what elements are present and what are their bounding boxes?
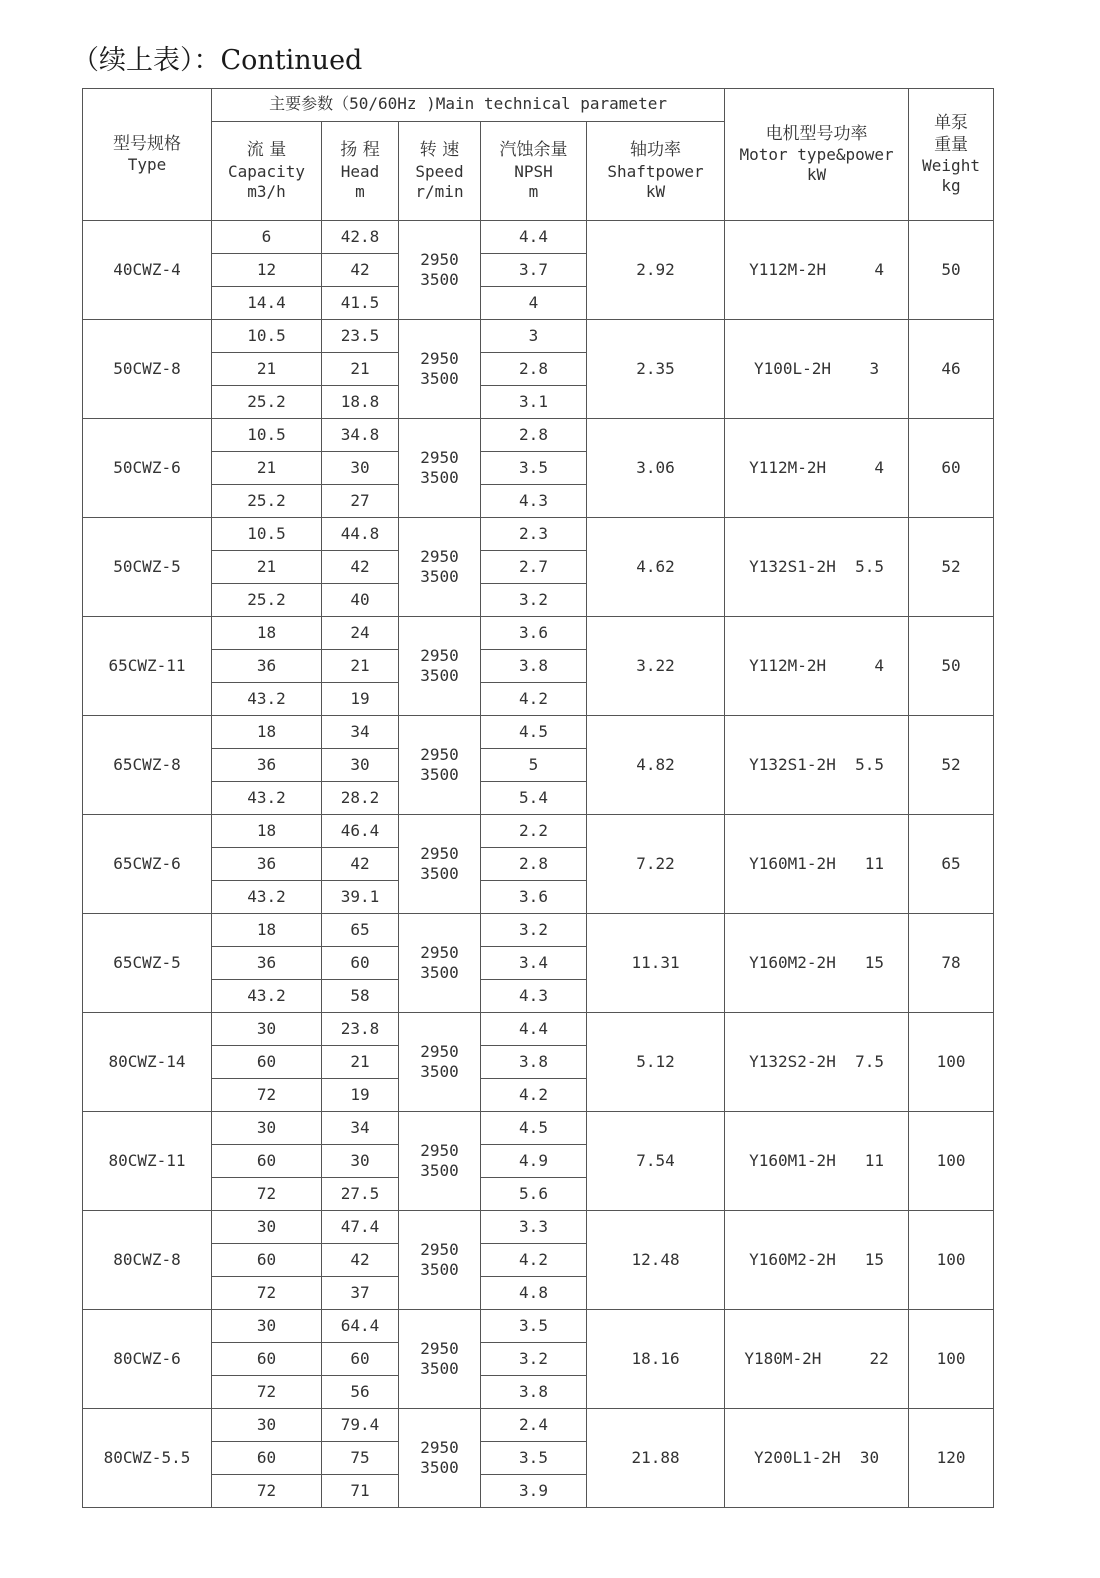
head-cell: 21 — [322, 1046, 399, 1079]
header-head: 扬 程 Head m — [322, 122, 399, 221]
capacity-cell: 30 — [212, 1310, 322, 1343]
speed-cell — [399, 221, 481, 320]
npsh-cell: 3 — [481, 320, 587, 353]
speed-value-60hz: 3500 — [420, 468, 459, 487]
motor-cell: Y132S1-2H 5.5 — [725, 518, 909, 617]
capacity-cell: 72 — [212, 1277, 322, 1310]
npsh-cell: 4.4 — [481, 221, 587, 254]
table-row — [83, 320, 994, 353]
model-type: 40CWZ-4 — [83, 221, 212, 320]
head-cell: 42 — [322, 1244, 399, 1277]
speed-value-50hz: 2950 — [420, 943, 459, 962]
model-type: 65CWZ-8 — [83, 716, 212, 815]
motor-cell: Y112M-2H 4 — [725, 617, 909, 716]
npsh-cell: 3.7 — [481, 254, 587, 287]
capacity-cell: 60 — [212, 1343, 322, 1376]
npsh-cell: 4.9 — [481, 1145, 587, 1178]
head-cell: 24 — [322, 617, 399, 650]
head-cell: 30 — [322, 1145, 399, 1178]
capacity-cell: 43.2 — [212, 980, 322, 1013]
head-cell: 56 — [322, 1376, 399, 1409]
motor-cell: Y100L-2H 3 — [725, 320, 909, 419]
npsh-cell: 2.7 — [481, 551, 587, 584]
capacity-cell: 60 — [212, 1046, 322, 1079]
npsh-cell: 3.2 — [481, 584, 587, 617]
speed-value-60hz: 3500 — [420, 1359, 459, 1378]
head-cell: 23.8 — [322, 1013, 399, 1046]
capacity-cell: 6 — [212, 221, 322, 254]
head-cell: 42 — [322, 551, 399, 584]
shaftpower-cell: 4.82 — [587, 716, 725, 815]
speed-value-50hz: 2950 — [420, 844, 459, 863]
weight-cell: 50 — [909, 617, 994, 716]
model-type: 80CWZ-5.5 — [83, 1409, 212, 1508]
capacity-cell: 36 — [212, 848, 322, 881]
head-cell: 18.8 — [322, 386, 399, 419]
npsh-cell: 3.2 — [481, 1343, 587, 1376]
capacity-cell: 72 — [212, 1079, 322, 1112]
model-type: 80CWZ-14 — [83, 1013, 212, 1112]
speed-value-60hz: 3500 — [420, 765, 459, 784]
model-type: 80CWZ-11 — [83, 1112, 212, 1211]
capacity-cell: 60 — [212, 1442, 322, 1475]
motor-cell: Y200L1-2H 30 — [725, 1409, 909, 1508]
speed-value-60hz: 3500 — [420, 1458, 459, 1477]
capacity-cell: 18 — [212, 617, 322, 650]
speed-cell — [399, 914, 481, 1013]
capacity-cell: 18 — [212, 716, 322, 749]
npsh-cell: 4.3 — [481, 980, 587, 1013]
capacity-cell: 30 — [212, 1112, 322, 1145]
table-row — [83, 1211, 994, 1244]
table-row — [83, 716, 994, 749]
head-cell: 19 — [322, 683, 399, 716]
capacity-cell: 36 — [212, 947, 322, 980]
npsh-cell: 2.8 — [481, 848, 587, 881]
speed-value-50hz: 2950 — [420, 745, 459, 764]
npsh-cell: 2.8 — [481, 419, 587, 452]
head-cell: 23.5 — [322, 320, 399, 353]
head-cell: 34 — [322, 716, 399, 749]
motor-cell: Y132S2-2H 7.5 — [725, 1013, 909, 1112]
head-cell: 58 — [322, 980, 399, 1013]
capacity-cell: 21 — [212, 353, 322, 386]
npsh-cell: 5.6 — [481, 1178, 587, 1211]
shaftpower-cell: 18.16 — [587, 1310, 725, 1409]
head-cell: 60 — [322, 947, 399, 980]
npsh-cell: 4.8 — [481, 1277, 587, 1310]
head-cell: 34 — [322, 1112, 399, 1145]
head-cell: 19 — [322, 1079, 399, 1112]
capacity-cell: 21 — [212, 452, 322, 485]
weight-cell: 50 — [909, 221, 994, 320]
head-cell: 30 — [322, 452, 399, 485]
npsh-cell: 5 — [481, 749, 587, 782]
header-main-param: 主要参数（50/60Hz )Main technical parameter — [212, 89, 725, 122]
table-row — [83, 1013, 994, 1046]
capacity-cell: 43.2 — [212, 782, 322, 815]
speed-cell — [399, 617, 481, 716]
capacity-cell: 18 — [212, 815, 322, 848]
motor-cell: Y160M1-2H 11 — [725, 1112, 909, 1211]
head-cell: 75 — [322, 1442, 399, 1475]
npsh-cell: 2.8 — [481, 353, 587, 386]
capacity-cell: 36 — [212, 650, 322, 683]
capacity-cell: 72 — [212, 1178, 322, 1211]
speed-cell — [399, 1013, 481, 1112]
capacity-cell: 43.2 — [212, 683, 322, 716]
shaftpower-cell: 2.35 — [587, 320, 725, 419]
npsh-cell: 4.5 — [481, 716, 587, 749]
speed-cell — [399, 320, 481, 419]
weight-cell: 46 — [909, 320, 994, 419]
speed-cell — [399, 518, 481, 617]
head-cell: 27.5 — [322, 1178, 399, 1211]
table-row — [83, 815, 994, 848]
npsh-cell: 2.3 — [481, 518, 587, 551]
speed-cell — [399, 716, 481, 815]
speed-cell — [399, 1112, 481, 1211]
motor-cell: Y160M1-2H 11 — [725, 815, 909, 914]
motor-cell: Y112M-2H 4 — [725, 221, 909, 320]
speed-cell — [399, 419, 481, 518]
npsh-cell: 3.8 — [481, 1046, 587, 1079]
motor-cell: Y132S1-2H 5.5 — [725, 716, 909, 815]
capacity-cell: 10.5 — [212, 320, 322, 353]
header-weight: 单泵 重量 Weight kg — [909, 89, 994, 221]
model-type: 65CWZ-5 — [83, 914, 212, 1013]
head-cell: 64.4 — [322, 1310, 399, 1343]
head-cell: 47.4 — [322, 1211, 399, 1244]
motor-cell: Y112M-2H 4 — [725, 419, 909, 518]
speed-value-50hz: 2950 — [420, 547, 459, 566]
head-cell: 44.8 — [322, 518, 399, 551]
capacity-cell: 10.5 — [212, 518, 322, 551]
speed-cell — [399, 815, 481, 914]
header-shaftpower: 轴功率 Shaftpower kW — [587, 122, 725, 221]
capacity-cell: 36 — [212, 749, 322, 782]
npsh-cell: 3.5 — [481, 1442, 587, 1475]
weight-cell: 60 — [909, 419, 994, 518]
npsh-cell: 3.6 — [481, 617, 587, 650]
motor-cell: Y160M2-2H 15 — [725, 914, 909, 1013]
table-row — [83, 518, 994, 551]
capacity-cell: 72 — [212, 1475, 322, 1508]
speed-value-60hz: 3500 — [420, 864, 459, 883]
npsh-cell: 4.3 — [481, 485, 587, 518]
head-cell: 30 — [322, 749, 399, 782]
speed-value-60hz: 3500 — [420, 1260, 459, 1279]
pump-spec-table — [82, 88, 994, 1508]
speed-value-50hz: 2950 — [420, 1042, 459, 1061]
speed-value-60hz: 3500 — [420, 369, 459, 388]
shaftpower-cell: 4.62 — [587, 518, 725, 617]
model-type: 50CWZ-6 — [83, 419, 212, 518]
speed-value-50hz: 2950 — [420, 448, 459, 467]
capacity-cell: 72 — [212, 1376, 322, 1409]
head-cell: 34.8 — [322, 419, 399, 452]
npsh-cell: 4.2 — [481, 1079, 587, 1112]
speed-value-50hz: 2950 — [420, 250, 459, 269]
speed-value-60hz: 3500 — [420, 1161, 459, 1180]
page-title: （续上表）：Continued — [72, 45, 363, 76]
npsh-cell: 3.8 — [481, 1376, 587, 1409]
head-cell: 46.4 — [322, 815, 399, 848]
head-cell: 21 — [322, 650, 399, 683]
table-row — [83, 914, 994, 947]
shaftpower-cell: 7.22 — [587, 815, 725, 914]
shaftpower-cell: 3.06 — [587, 419, 725, 518]
capacity-cell: 18 — [212, 914, 322, 947]
motor-cell: Y160M2-2H 15 — [725, 1211, 909, 1310]
head-cell: 65 — [322, 914, 399, 947]
header-type: 型号规格 Type — [83, 89, 212, 221]
npsh-cell: 3.5 — [481, 1310, 587, 1343]
speed-value-50hz: 2950 — [420, 1438, 459, 1457]
model-type: 80CWZ-6 — [83, 1310, 212, 1409]
shaftpower-cell: 3.22 — [587, 617, 725, 716]
head-cell: 40 — [322, 584, 399, 617]
head-cell: 41.5 — [322, 287, 399, 320]
head-cell: 21 — [322, 353, 399, 386]
shaftpower-cell: 7.54 — [587, 1112, 725, 1211]
speed-value-60hz: 3500 — [420, 567, 459, 586]
npsh-cell: 4.2 — [481, 683, 587, 716]
npsh-cell: 2.4 — [481, 1409, 587, 1442]
npsh-cell: 3.4 — [481, 947, 587, 980]
weight-cell: 100 — [909, 1112, 994, 1211]
speed-cell — [399, 1409, 481, 1508]
head-cell: 39.1 — [322, 881, 399, 914]
shaftpower-cell: 5.12 — [587, 1013, 725, 1112]
weight-cell: 100 — [909, 1013, 994, 1112]
weight-cell: 120 — [909, 1409, 994, 1508]
head-cell: 42.8 — [322, 221, 399, 254]
weight-cell: 100 — [909, 1310, 994, 1409]
header-speed: 转 速 Speed r/min — [399, 122, 481, 221]
capacity-cell: 30 — [212, 1211, 322, 1244]
table-row — [83, 1409, 994, 1442]
model-type: 50CWZ-5 — [83, 518, 212, 617]
npsh-cell: 3.5 — [481, 452, 587, 485]
npsh-cell: 2.2 — [481, 815, 587, 848]
head-cell: 79.4 — [322, 1409, 399, 1442]
speed-value-60hz: 3500 — [420, 270, 459, 289]
table-row — [83, 1112, 994, 1145]
table-row — [83, 1310, 994, 1343]
head-cell: 71 — [322, 1475, 399, 1508]
npsh-cell: 3.1 — [481, 386, 587, 419]
speed-cell — [399, 1310, 481, 1409]
header-capacity: 流 量 Capacity m3/h — [212, 122, 322, 221]
head-cell: 42 — [322, 848, 399, 881]
capacity-cell: 25.2 — [212, 386, 322, 419]
shaftpower-cell: 11.31 — [587, 914, 725, 1013]
model-type: 80CWZ-8 — [83, 1211, 212, 1310]
capacity-cell: 30 — [212, 1013, 322, 1046]
speed-value-60hz: 3500 — [420, 666, 459, 685]
model-type: 65CWZ-6 — [83, 815, 212, 914]
table-row — [83, 221, 994, 254]
npsh-cell: 3.3 — [481, 1211, 587, 1244]
table-row — [83, 617, 994, 650]
head-cell: 37 — [322, 1277, 399, 1310]
weight-cell: 52 — [909, 716, 994, 815]
speed-value-50hz: 2950 — [420, 349, 459, 368]
npsh-cell: 3.9 — [481, 1475, 587, 1508]
npsh-cell: 5.4 — [481, 782, 587, 815]
speed-value-60hz: 3500 — [420, 963, 459, 982]
motor-cell: Y180M-2H 22 — [725, 1310, 909, 1409]
shaftpower-cell: 12.48 — [587, 1211, 725, 1310]
weight-cell: 78 — [909, 914, 994, 1013]
header-npsh: 汽蚀余量 NPSH m — [481, 122, 587, 221]
capacity-cell: 60 — [212, 1145, 322, 1178]
speed-value-50hz: 2950 — [420, 1339, 459, 1358]
table-row — [83, 419, 994, 452]
capacity-cell: 21 — [212, 551, 322, 584]
capacity-cell: 12 — [212, 254, 322, 287]
npsh-cell: 4.2 — [481, 1244, 587, 1277]
npsh-cell: 4.4 — [481, 1013, 587, 1046]
weight-cell: 65 — [909, 815, 994, 914]
speed-value-50hz: 2950 — [420, 1240, 459, 1259]
header-motor: 电机型号功率 Motor type&power kW — [725, 89, 909, 221]
head-cell: 42 — [322, 254, 399, 287]
capacity-cell: 25.2 — [212, 584, 322, 617]
head-cell: 28.2 — [322, 782, 399, 815]
shaftpower-cell: 2.92 — [587, 221, 725, 320]
capacity-cell: 14.4 — [212, 287, 322, 320]
npsh-cell: 4.5 — [481, 1112, 587, 1145]
head-cell: 60 — [322, 1343, 399, 1376]
speed-value-50hz: 2950 — [420, 1141, 459, 1160]
speed-value-50hz: 2950 — [420, 646, 459, 665]
capacity-cell: 25.2 — [212, 485, 322, 518]
shaftpower-cell: 21.88 — [587, 1409, 725, 1508]
weight-cell: 100 — [909, 1211, 994, 1310]
capacity-cell: 60 — [212, 1244, 322, 1277]
head-cell: 27 — [322, 485, 399, 518]
capacity-cell: 10.5 — [212, 419, 322, 452]
weight-cell: 52 — [909, 518, 994, 617]
npsh-cell: 3.2 — [481, 914, 587, 947]
speed-cell — [399, 1211, 481, 1310]
speed-value-60hz: 3500 — [420, 1062, 459, 1081]
npsh-cell: 3.6 — [481, 881, 587, 914]
capacity-cell: 43.2 — [212, 881, 322, 914]
model-type: 50CWZ-8 — [83, 320, 212, 419]
npsh-cell: 4 — [481, 287, 587, 320]
model-type: 65CWZ-11 — [83, 617, 212, 716]
capacity-cell: 30 — [212, 1409, 322, 1442]
npsh-cell: 3.8 — [481, 650, 587, 683]
